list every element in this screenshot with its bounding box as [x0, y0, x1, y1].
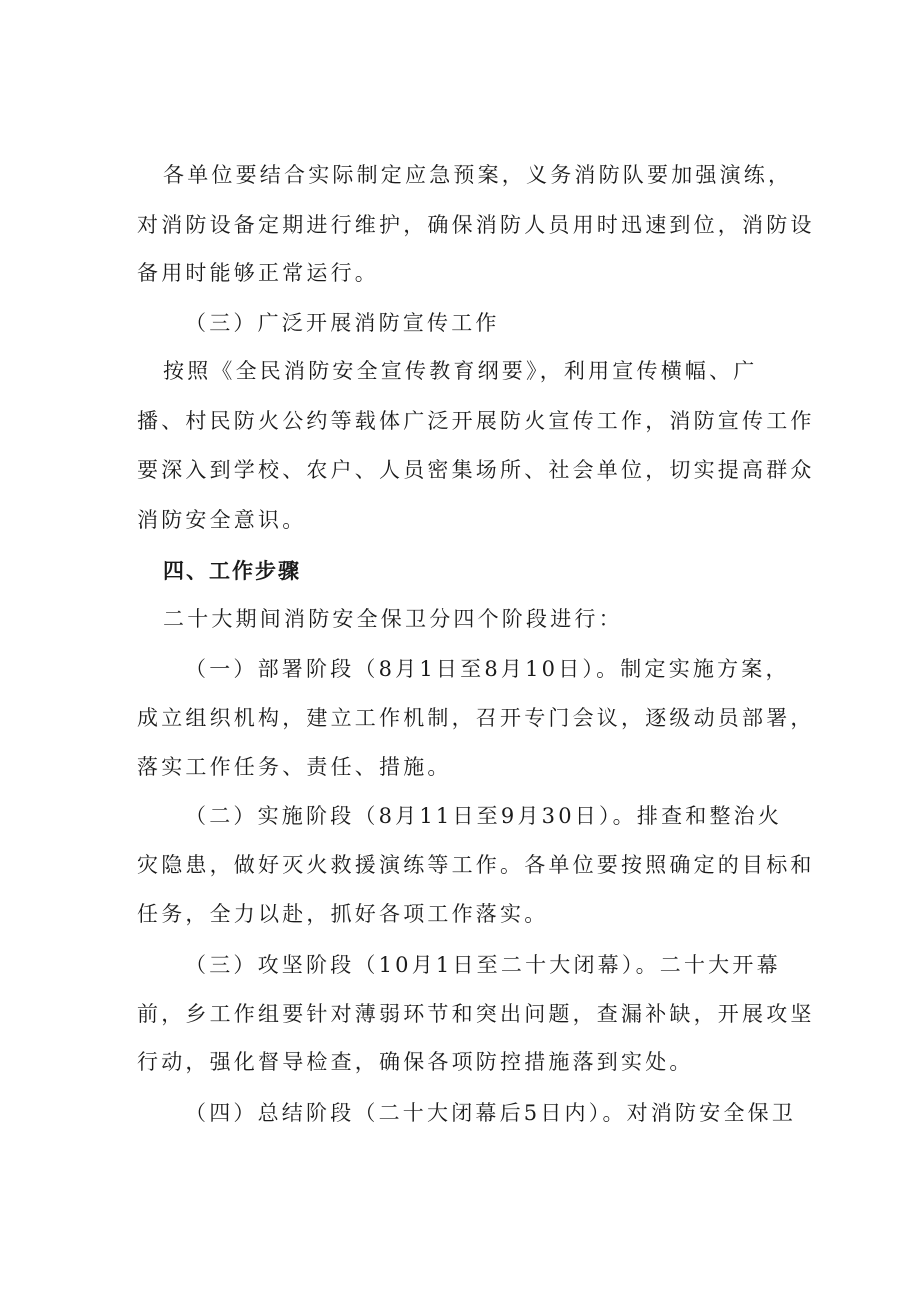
section-subheading: （三）广泛开展消防宣传工作 — [185, 311, 500, 335]
paragraph-line: （三）攻坚阶段（10月1日至二十大闭幕）。二十大开幕 — [185, 953, 781, 977]
paragraph-line: 备用时能够正常运行。 — [137, 261, 379, 285]
paragraph-line: 灾隐患，做好灭火救援演练等工作。各单位要按照确定的目标和 — [137, 853, 815, 877]
paragraph-line: 落实工作任务、责任、措施。 — [137, 755, 452, 779]
paragraph-line: 要深入到学校、农户、人员密集场所、社会单位，切实提高群众 — [137, 458, 815, 482]
paragraph-line: （一）部署阶段（8月1日至8月10日）。制定实施方案， — [185, 657, 790, 681]
paragraph-line: 成立组织机构，建立工作机制，召开专门会议，逐级动员部署， — [137, 706, 815, 730]
paragraph-line: 任务，全力以赴，抓好各项工作落实。 — [137, 902, 549, 926]
paragraph-line: （四）总结阶段（二十大闭幕后5日内）。对消防安全保卫 — [185, 1101, 797, 1125]
paragraph-line: 对消防设备定期进行维护，确保消防人员用时迅速到位，消防设 — [137, 213, 815, 237]
paragraph-line: 二十大期间消防安全保卫分四个阶段进行： — [163, 607, 623, 631]
paragraph-line: 消防安全意识。 — [137, 508, 307, 532]
section-heading: 四、工作步骤 — [163, 559, 301, 583]
paragraph-line: 行动，强化督导检查，确保各项防控措施落到实处。 — [137, 1050, 694, 1074]
paragraph-line: 各单位要结合实际制定应急预案，义务消防队要加强演练， — [163, 163, 793, 187]
paragraph-line: 前，乡工作组要针对薄弱环节和突出问题，查漏补缺，开展攻坚 — [137, 1002, 815, 1026]
paragraph-line: 播、村民防火公约等载体广泛开展防火宣传工作，消防宣传工作 — [137, 409, 815, 433]
paragraph-line: 按照《全民消防安全宣传教育纲要》，利用宣传横幅、广 — [163, 359, 758, 383]
paragraph-line: （二）实施阶段（8月11日至9月30日）。排查和整治火 — [185, 804, 783, 828]
